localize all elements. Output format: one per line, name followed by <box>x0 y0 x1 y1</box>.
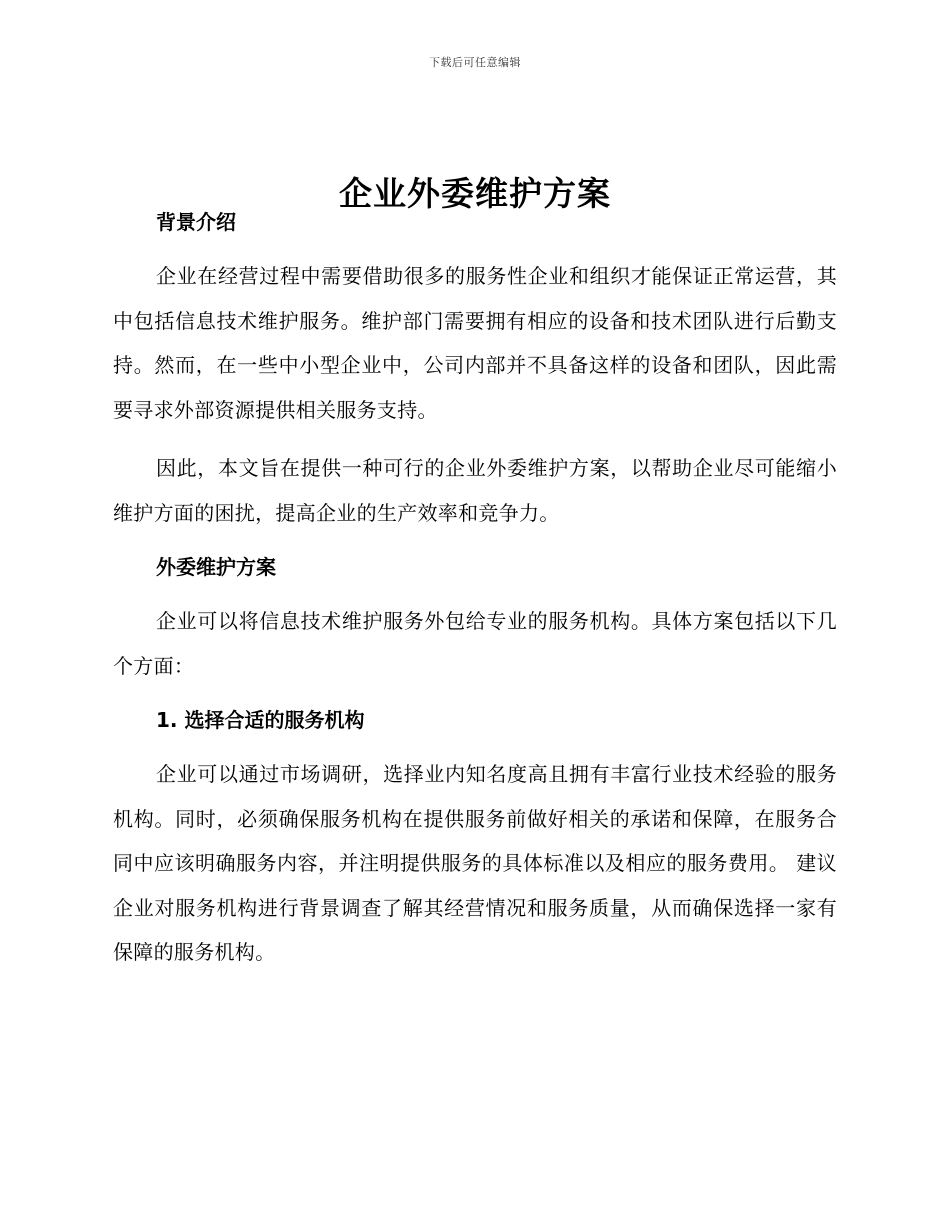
document-body <box>113 200 837 975</box>
paragraph-background-1: 企业在经营过程中需要借助很多的服务性企业和组织才能保证正常运营，其中包括信息技术维护服务。维护部门需要拥有相应的设备和技术团队进行后勤支持。然而，在一些中小型企业中，公司内部并不具备这样的设备和团队，因此需要寻求外部资源提供相关服务支持。 <box>113 264 837 422</box>
section-heading-plan: 外委维护方案 <box>156 555 276 579</box>
page-header-note: 下载后可任意编辑 <box>429 56 521 69</box>
paragraph-background-2: 因此，本文旨在提供一种可行的企业外委维护方案，以帮助企业尽可能缩小维护方面的困扰，提高企业的生产效率和竞争力。 <box>113 456 837 525</box>
paragraph-plan-1: 企业可以将信息技术维护服务外包给专业的服务机构。具体方案包括以下几个方面： <box>113 609 837 678</box>
section-heading-step1: 1. 选择合适的服务机构 <box>156 708 365 732</box>
section-heading-background: 背景介绍 <box>156 210 236 234</box>
document-title: 企业外委维护方案 <box>339 174 611 214</box>
paragraph-step1-1: 企业可以通过市场调研，选择业内知名度高且拥有丰富行业技术经验的服务机构。同时，必须确保服务机构在提供服务前做好相关的承诺和保障，在服务合同中应该明确服务内容，并注明提供服务的具体标准以及相应的服务费用。 建议企业对服务机构进行背景调查了解其经营情况和服务质量，从而确保选择一家有保障的服务机构。 <box>113 762 837 964</box>
